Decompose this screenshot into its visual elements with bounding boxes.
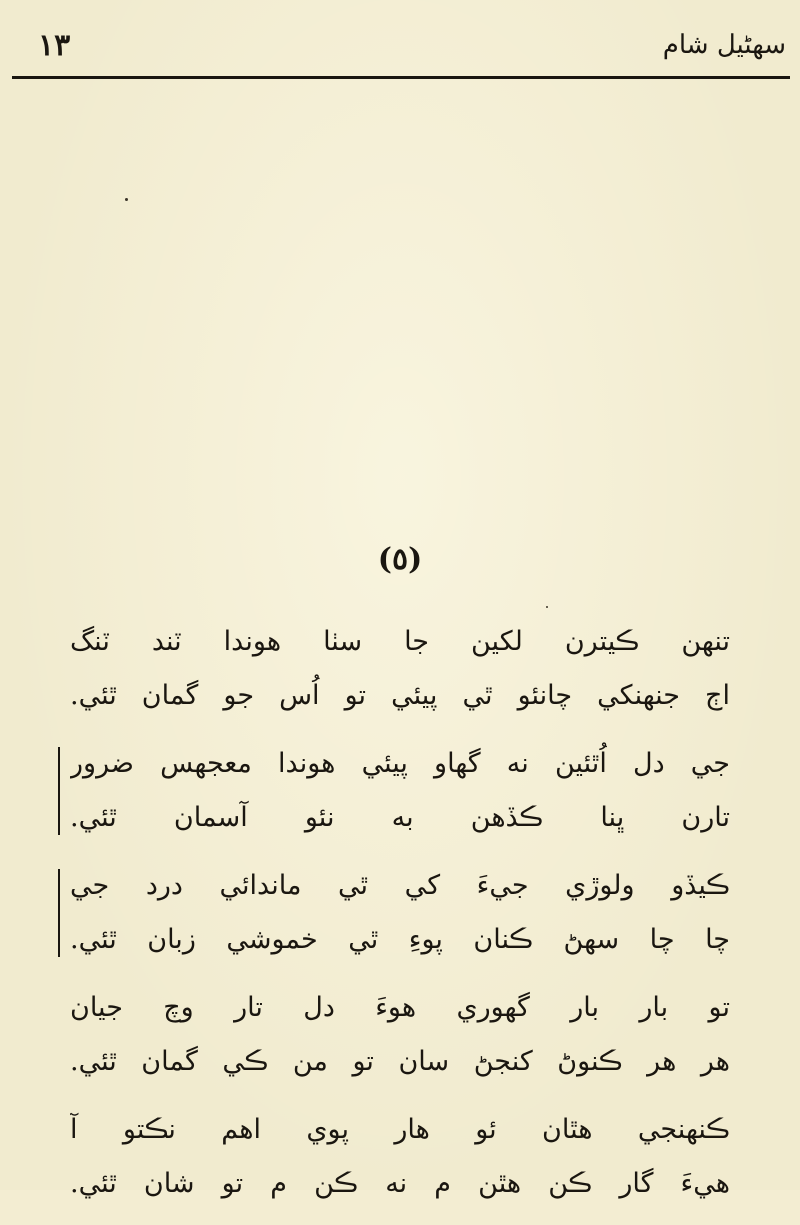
stanza-2 (70, 737, 730, 845)
header-rule (12, 76, 790, 79)
stanza-3 (70, 859, 730, 967)
section-number: (٥) (377, 542, 423, 577)
margin-bracket (58, 747, 60, 835)
running-title: سهڻيل شام (662, 30, 786, 60)
poem (70, 615, 730, 1225)
margin-bracket (58, 869, 60, 957)
page-header (0, 20, 800, 80)
page-number: ١٣ (38, 28, 71, 63)
verse-line: ڪنهنجي هٿان ئو هار پوي اهم نڪتو آ (70, 1114, 730, 1145)
stanza-4 (70, 981, 730, 1089)
verse-line: ڪيڏو ولوڙي جيءَ کي ٿي ماندائي درد جي (70, 870, 730, 901)
verse-line: هر هر ڪنوڻ کنجڻ سان تو من ڪي گمان ٿئي. (70, 1046, 730, 1077)
verse-line: تنهن ڪيترن لکين جا سٺا هوندا ٽند ٽنگ (70, 626, 730, 657)
verse-line: اڄ جنهنکي چانئو ٿي پيئي تو اُس جو گمان ٿئي. (70, 680, 730, 711)
paper-speck (125, 198, 128, 201)
stanza-5 (70, 1103, 730, 1211)
stanza-1 (70, 615, 730, 723)
verse-line: تو بار بار گهوري هوءَ دل تار وچ جيان (70, 992, 730, 1023)
verse-line: تارن ڀنا ڪڏهن به نئو آسمان ٿئي. (70, 802, 730, 833)
paper-speck (546, 606, 548, 608)
verse-line: چا چا سهڻ ڪنان پوءِ ٿي خموشي زبان ٿئي. (70, 924, 730, 955)
verse-line: هيءَ گار ڪن هٿن م نه ڪن م تو شان ٿئي. (70, 1168, 730, 1199)
verse-line: جي دل اُٿئين نه گهاو پيئي هوندا معجهس ضرور (70, 748, 730, 779)
